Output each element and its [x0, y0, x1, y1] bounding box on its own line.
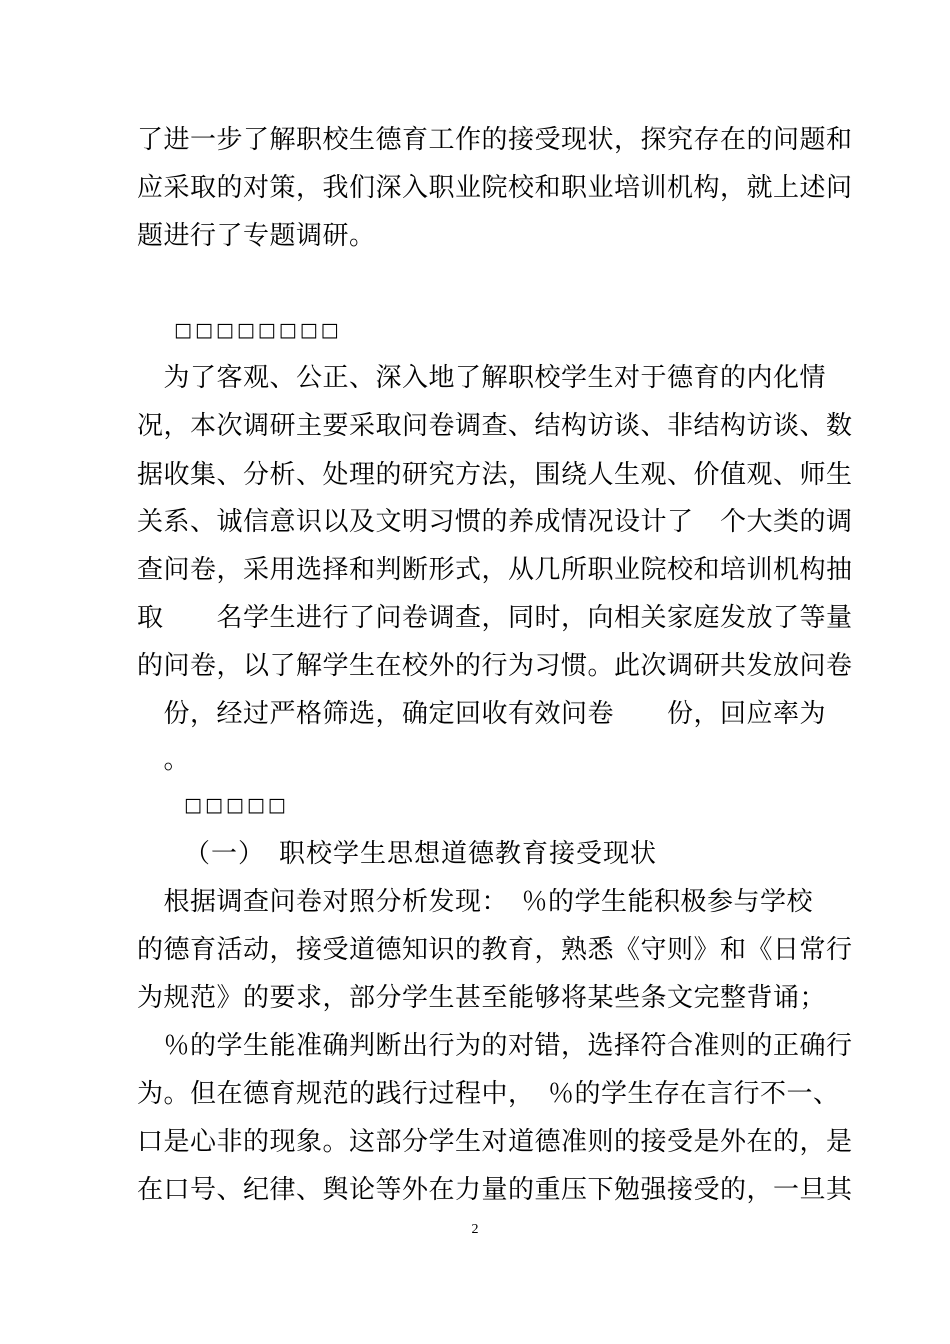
findings-line-5: 为。但在德育规范的践行过程中， ％的学生存在言行不一、 — [137, 1079, 840, 1109]
method-line-3: 据收集、分析、处理的研究方法，围绕人生观、价值观、师生 — [137, 460, 853, 490]
intro-line-2: 应采取的对策，我们深入职业院校和职业培训机构，就上述问 — [137, 173, 853, 203]
page-number: 2 — [471, 1222, 479, 1237]
method-line-2: 况，本次调研主要采取问卷调查、结构访谈、非结构访谈、数 — [137, 411, 853, 441]
method-line-9: 。 — [137, 745, 191, 775]
section-heading-methods: □□□□□□□□ — [174, 319, 342, 341]
method-line-7: 的问卷，以了解学生在校外的行为习惯。此次调研共发放问卷 — [137, 651, 853, 681]
method-line-4: 关系、诚信意识以及文明习惯的养成情况设计了 个大类的调 — [137, 507, 853, 537]
findings-line-2: 的德育活动，接受道德知识的教育，熟悉《守则》和《日常行 — [137, 935, 853, 965]
findings-line-4: ％的学生能准确判断出行为的对错，选择符合准则的正确行 — [137, 1031, 853, 1061]
findings-line-6: 口是心非的现象。这部分学生对道德准则的接受是外在的，是 — [137, 1127, 853, 1157]
subheading-current-status: （一） 职校学生思想道德教育接受现状 — [184, 839, 658, 869]
method-line-6: 取 名学生进行了问卷调查，同时，向相关家庭发放了等量 — [137, 603, 853, 633]
findings-line-1: 根据调查问卷对照分析发现： ％的学生能积极参与学校 — [137, 887, 814, 917]
section-heading-results: □□□□□ — [184, 794, 289, 816]
method-line-5: 查问卷，采用选择和判断形式，从几所职业院校和培训机构抽 — [137, 555, 853, 585]
method-line-8: 份，经过严格筛选，确定回收有效问卷 份，回应率为 — [137, 699, 827, 729]
findings-line-7: 在口号、纪律、舆论等外在力量的重压下勉强接受的，一旦其 — [137, 1175, 853, 1205]
intro-line-1: 了进一步了解职校生德育工作的接受现状，探究存在的问题和 — [137, 125, 853, 155]
method-line-1: 为了客观、公正、深入地了解职校学生对于德育的内化情 — [137, 363, 827, 393]
findings-line-3: 为规范》的要求，部分学生甚至能够将某些条文完整背诵； — [137, 983, 827, 1013]
intro-line-3: 题进行了专题调研。 — [137, 221, 376, 251]
